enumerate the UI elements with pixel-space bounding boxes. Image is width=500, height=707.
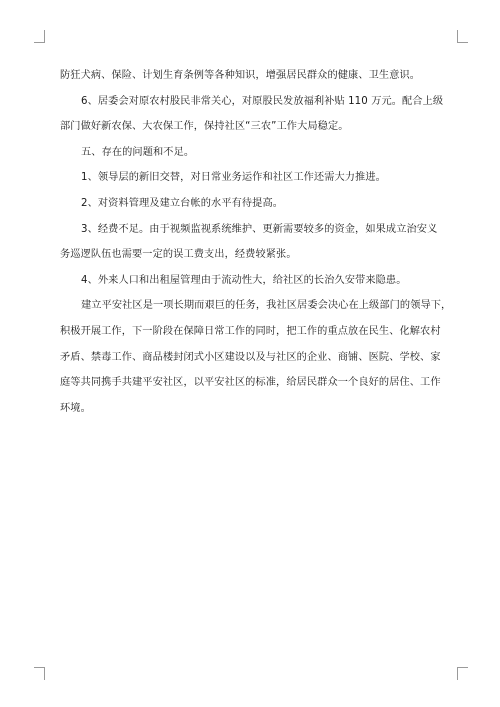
crop-mark-top-left [34,30,45,43]
text-line: 2、对资料管理及建立台帐的水平有待提高。 [81,197,284,209]
text-line: 6、居委会对原农村股民非常关心，对原股民发放福利补贴 110 万元。配合上级 [81,95,444,107]
text-line: 环境。 [60,402,91,414]
text-line: 庭等共同携手共建平安社区，以平安社区的标准，给居民群众一个良好的居住、工作 [60,377,441,389]
crop-mark-top-right [457,30,468,43]
text-line: 积极开展工作，下一阶段在保障日常工作的同时，把工作的重点放在民生、化解农村 [60,325,441,337]
text-line: 务巡逻队伍也需要一定的误工费支出，经费较紧张。 [60,249,297,261]
document-body [60,63,452,421]
text-line: 矛盾、禁毒工作、商品楼封闭式小区建设以及与社区的企业、商铺、医院、学校、家 [60,351,441,363]
text-line: 部门做好新农保、大农保工作，保持社区“三农”工作大局稳定。 [60,121,349,133]
text-line: 防狂犬病、保险、计划生育条例等各种知识，增强居民群众的健康、卫生意识。 [60,70,421,81]
crop-mark-bottom-right [457,667,468,680]
text-line: 建立平安社区是一项长期而艰巨的任务，我社区居委会决心在上级部门的领导下， [81,300,452,312]
text-line: 4、外来人口和出租屋管理由于流动性大，给社区的长治久安带来隐患。 [81,274,407,286]
section-heading: 五、存在的问题和不足。 [81,146,195,158]
text-line: 1、领导层的新旧交替，对日常业务运作和社区工作还需大力推进。 [81,172,386,184]
crop-mark-bottom-left [34,667,45,680]
text-line: 3、经费不足。由于视频监视系统维护、更新需要较多的资金，如果成立治安义 [81,223,438,235]
